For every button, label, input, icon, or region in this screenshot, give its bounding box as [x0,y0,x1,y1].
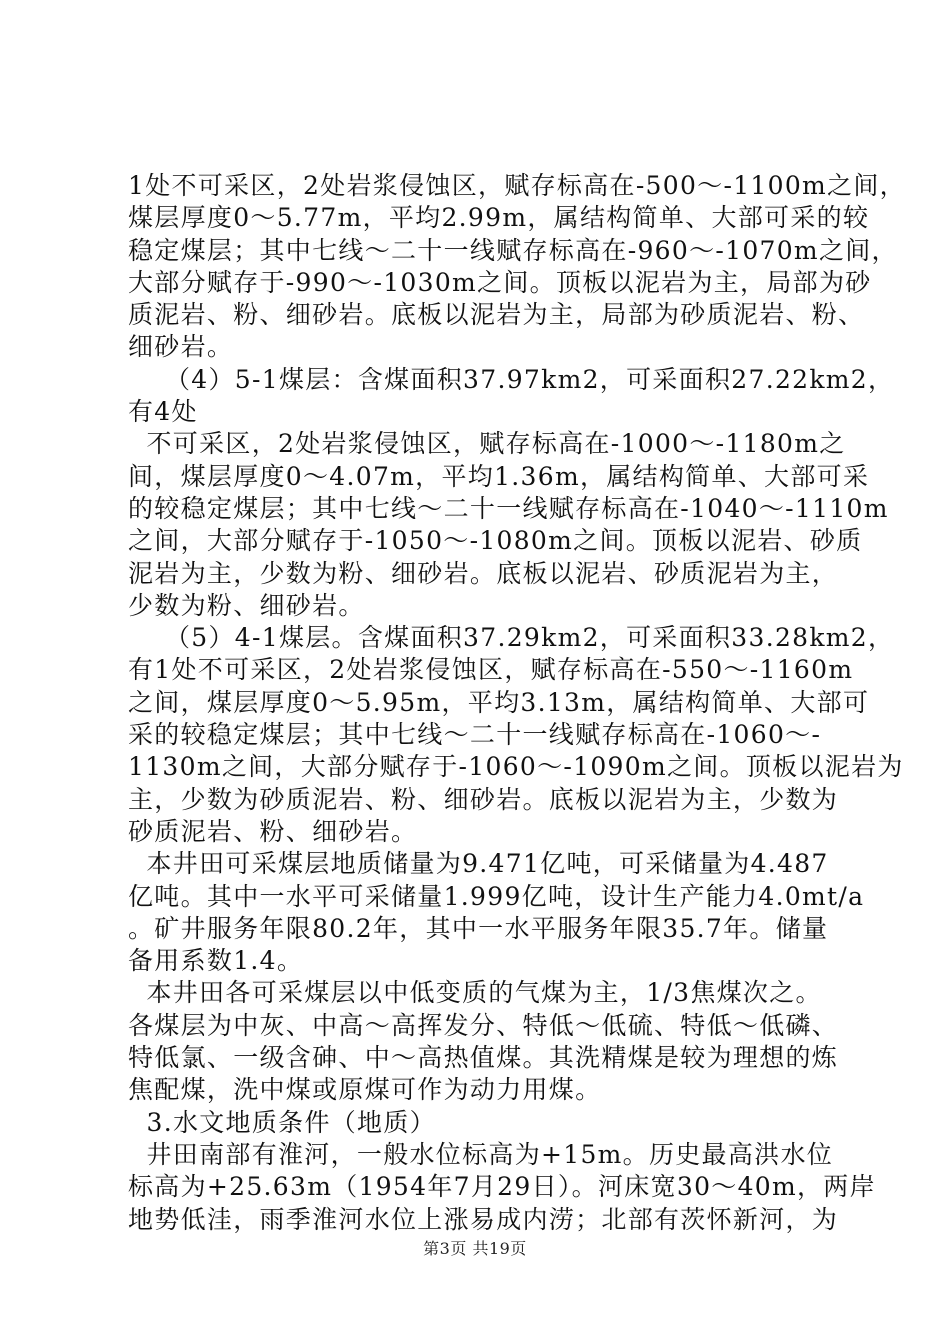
text-line: 之间，大部分赋存于-1050～-1080m之间。顶板以泥岩、砂质 [128,526,863,556]
text-line: 地势低洼，雨季淮河水位上涨易成内涝；北部有茨怀新河，为 [128,1204,839,1234]
text-line: 井田南部有淮河，一般水位标高为+15m。历史最高洪水位 [128,1139,834,1169]
text-line: 主，少数为砂质泥岩、粉、细砂岩。底板以泥岩为主，少数为 [128,784,839,814]
text-line: 备用系数1.4。 [128,946,304,976]
text-line: 泥岩为主，少数为粉、细砂岩。底板以泥岩、砂质泥岩为主， [128,558,839,588]
text-line: 砂质泥岩、粉、细砂岩。 [128,816,418,846]
text-line: 细砂岩。 [128,332,234,362]
text-line: （5）4-1煤层。含煤面积37.29km2，可采面积33.28km2， [128,623,895,653]
text-line: 的较稳定煤层；其中七线～二十一线赋存标高在-1040～-1110m [128,493,889,523]
text-line: 。矿井服务年限80.2年，其中一水平服务年限35.7年。储量 [128,913,829,943]
text-line: 3.水文地质条件（地质） [128,1107,436,1137]
text-line: 1130m之间，大部分赋存于-1060～-1090m之间。顶板以泥岩为 [128,752,904,782]
text-line: 稳定煤层；其中七线～二十一线赋存标高在-960～-1070m之间， [128,235,898,265]
text-line: 焦配煤，洗中煤或原煤可作为动力用煤。 [128,1075,602,1105]
text-line: 本井田各可采煤层以中低变质的气煤为主，1/3焦煤次之。 [128,978,822,1008]
text-line: 有4处 [128,397,198,427]
page-footer: 第3页 共19页 [423,1239,527,1258]
text-line: 本井田可采煤层地质储量为9.471亿吨，可采储量为4.487 [128,849,829,879]
text-line: 特低氯、一级含砷、中～高热值煤。其洗精煤是较为理想的炼 [128,1043,839,1073]
document-body [128,170,906,1236]
text-line: 不可采区，2处岩浆侵蚀区，赋存标高在-1000～-1180m之 [128,429,846,459]
text-line: 煤层厚度0～5.77m，平均2.99m，属结构简单、大部可采的较 [128,203,870,233]
text-line: （4）5-1煤层：含煤面积37.97km2，可采面积27.22km2， [128,364,895,394]
text-line: 质泥岩、粉、细砂岩。底板以泥岩为主，局部为砂质泥岩、粉、 [128,300,865,330]
text-line: 有1处不可采区，2处岩浆侵蚀区，赋存标高在-550～-1160m [128,655,854,685]
text-line: 间，煤层厚度0～4.07m，平均1.36m，属结构简单、大部可采 [128,461,870,491]
text-line: 少数为粉、细砂岩。 [128,590,365,620]
text-line: 亿吨。其中一水平可采储量1.999亿吨，设计生产能力4.0mt/a [128,881,865,911]
text-line: 1处不可采区，2处岩浆侵蚀区，赋存标高在-500～-1100m之间， [128,171,906,200]
text-line: 采的较稳定煤层；其中七线～二十一线赋存标高在-1060～- [128,720,822,750]
text-line: 各煤层为中灰、中高～高挥发分、特低～低硫、特低～低磷、 [128,1010,839,1040]
text-line: 之间，煤层厚度0～5.95m，平均3.13m，属结构简单、大部可 [128,687,870,717]
text-line: 大部分赋存于-990～-1030m之间。顶板以泥岩为主，局部为砂 [128,267,872,297]
text-line: 标高为+25.63m（1954年7月29日）。河床宽30～40m，两岸 [128,1172,876,1202]
